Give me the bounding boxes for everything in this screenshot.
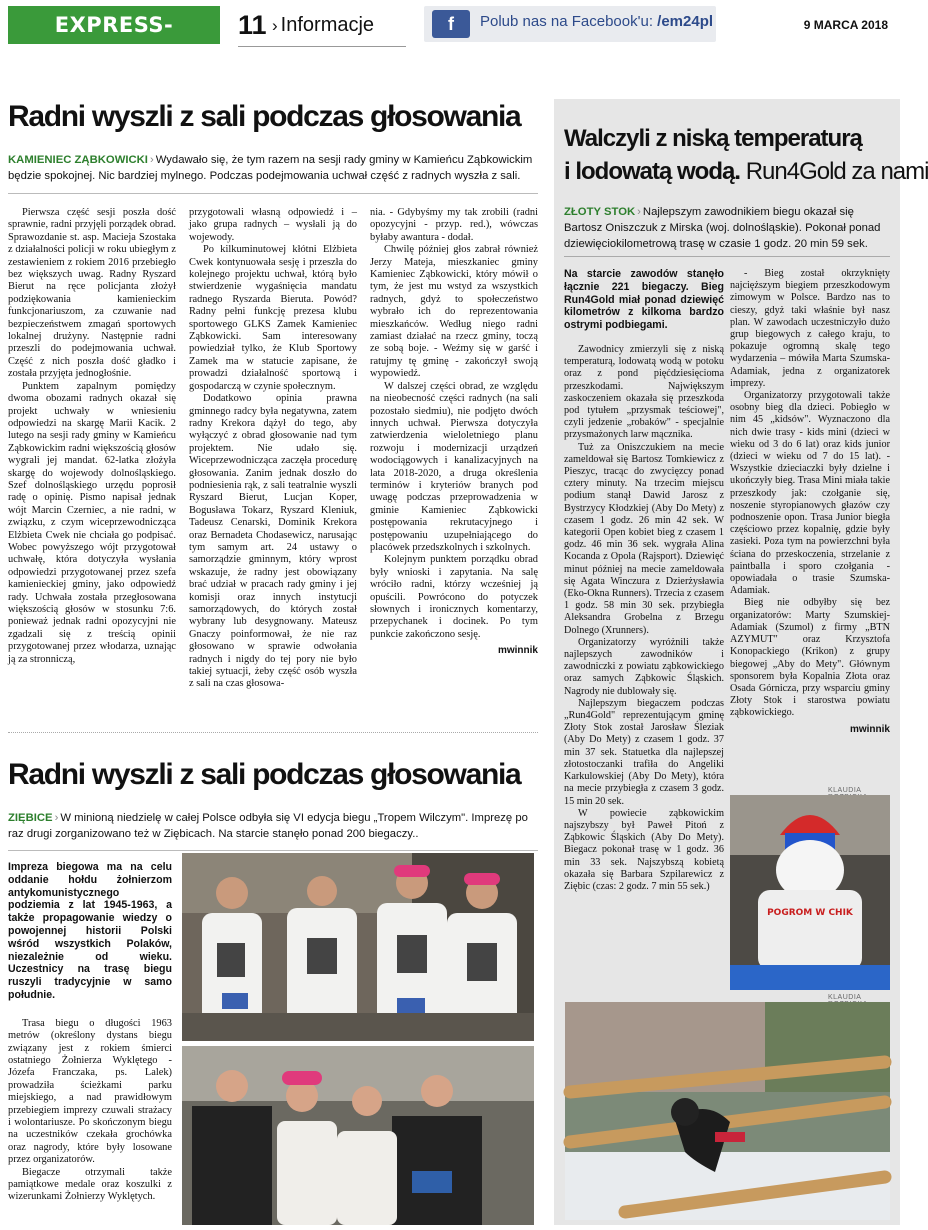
facebook-thumb-icon[interactable]: f xyxy=(432,10,470,38)
chevron-right-icon: › xyxy=(637,206,641,218)
article1-place: KAMIENIEC ZĄBKOWICKI › xyxy=(8,154,154,166)
divider xyxy=(564,256,890,257)
page-number: 11 xyxy=(238,10,267,40)
bold-intro: Impreza biegowa ma na celu oddanie hołdu żołnierzom antykomunistycznego podziemia z lat 1945-1963, a także propagowanie wiedzy o powojennej historii Polski wśród wszystkich Polaków, niezależnie od wieku. Uczestnicy na trasę biegu ruszyli tradycyjnie w samo południe. xyxy=(8,861,172,1001)
article2-title: Radni wyszli z sali podczas głosowania xyxy=(8,758,521,791)
facebook-text[interactable] xyxy=(480,13,713,30)
paragraph: nia. - Gdybyśmy my tak zrobili (radni opozycyjni - przyp. red.), wówczas byłaby awantura - dodał. xyxy=(370,207,538,243)
paragraph: Biegacze otrzymali także pamiątkowe medale oraz koszulki z wizerunkami Żołnierzy Wyklętych. xyxy=(8,1166,172,1203)
article2-lead: ZIĘBICE › W minioną niedzielę w całej Polsce odbyła się VI edycja biegu „Tropem Wilczym". Imprezę po raz drugi zorganizowano też w Ziębicach. Na starcie stanęło ponad 200 biegaczy.. xyxy=(8,812,528,840)
sidebar-lead: ZŁOTY STOK › Najlepszym zawodnikiem biegu okazał się Bartosz Oniszczuk z Mirska (woj. dolnośląskie). Pokonał ponad dziewięciokilometrową trasę w czasie 1 godz. 20 min 59 sek. xyxy=(564,206,881,250)
paragraph: Bieg nie odbyłby się bez organizatorów: Marty Szumskiej-Adamiak (Szumol) z firmy „BTN AZYMUT" oraz Krzysztofa Konopackiego (Krikon) z grupy biegowej „Aby do Mety". Głównym sponsorem była Kopalnia Złota oraz Osada Górnicza, przy wsparciu gminy Złoty Stok i starostwa powiatu ząbkowickiego. xyxy=(730,597,890,719)
paragraph: Kolejnym punktem porządku obrad były wnioski i zapytania. Na salę wróciło radni, którzy wcześniej ją opuścili. Powrócono do potyczek słownych i ironicznych komentarzy, przepychanek i docinek. Po tym punkcie zakończono sesję. xyxy=(370,554,538,640)
sidebar-signature: mwinnik xyxy=(849,723,890,735)
article1-column-3 xyxy=(370,207,538,658)
article1-lead: KAMIENIEC ZĄBKOWICKI › Wydawało się, że tym razem na sesji rady gminy w Kamieńcu Ząbkowickim będzie spokojnej. Nic bardziej mylnego. Podczas podejmowania uchwał część z radnych wyszła z sali. xyxy=(8,154,533,182)
chevron-right-icon: › xyxy=(54,812,59,824)
facebook-handle: /em24pl xyxy=(657,13,714,30)
paragraph: Chwilę później głos zabrał również Jerzy Mateja, mieszkaniec gminy Kamieniec Ząbkowicki, który mówił o tym, że jest mu wstyd za wszystkich radnych, gdyż to społeczeństwo wybrało ich do reprezentowania mieszkańców. Według niego radni zamiast działać na rzecz gminy, toczą ze sobą boje. - Weźmy się w garść i ratujmy tę gminę - zakończył swoją wypowiedź. xyxy=(370,244,538,380)
runners-photo-2 xyxy=(182,1046,534,1225)
facebook-prefix: Polub nas na Facebook'u: xyxy=(480,13,653,30)
paragraph: - Bieg został okrzyknięty najcięższym biegiem przeszkodowym zimowym w Polsce. Bardzo nas to cieszy, gdyż taki właśnie był nasz plan. W zawodach uczestniczyło dużo grup biegowych z całego kraju, to pokazuje ogromną skalę tego wydarzenia – mówiła Marta Szumska-Adamiak, jedna z organizatorek imprezy. xyxy=(730,268,890,389)
sidebar-column-1 xyxy=(564,268,724,893)
article2-column xyxy=(8,861,172,1204)
sidebar-title-rest: Run4Gold za nami xyxy=(745,158,928,185)
runner-costume-photo xyxy=(730,795,890,990)
paragraph: Organizatorzy przygotowali także osobny bieg dla dzieci. Pobiegło w nim 45 „kidsów". Wyznaczono dla nich dwie trasy - kids mini (dzieci w wieku od 3 do 6 lat) oraz kids junior (dzieci w wieku od 7 do 15 lat). - Wszystkie dzieciaczki były dzielne i ukończyły bieg. Trasa Mini miała takie przeszkody jak: czołganie się, noszenie styropianowych głazów czy podnoszenie opon. Trasa Junior biegła częściowo przez kopalnię, gdzie były zasieki. Poza tym na powierzchni była ściana do przeskoczenia, strzelanie z paintballa i sporo czołgania - opowiadała o trasie Szumska-Adamiak. xyxy=(730,390,890,597)
section-label: Informacje xyxy=(280,14,375,36)
chevron-right-icon: › xyxy=(149,154,154,166)
article1-signature: mwinnik xyxy=(497,645,538,657)
paragraph: Punktem zapalnym pomiędzy dwoma obozami radnych okazał się projekt uchwały w wniesieniu odpowiedzi na skargę Marii Kacik. 2 lutego na sesji rady gminy w Kamieńcu Ząbkowickim radni większością głosów wygrali jej mandat. 62-latka złożyła skargę do wojewody dolnośląskiego. Szef dolnośląskiego urzędu poprosił radę o opinię. Pismo napisał jednak wójt Marcin Czerniec, a nie radni, w związku, z czym wiceprzewodnicząca Elżbieta Cwek nie chciała go podpisać. Wobec powyższego wójt przygotował uchwałę, która dotyczyła wysłania odpowiedzi przygotowanej przez szefa kamienieckiej gminy, jako odpowiedź rady. Uchwała została przegłosowana większością głosów w stosunku 7:6. ponieważ jednak radni opozycyjni nie zgadzali się z treścią opinii przygotowanej przez włodarza, uznając ją za stronniczą, xyxy=(8,380,176,665)
photo-credit: KLAUDIA xyxy=(828,787,862,794)
paragraph: Po kilkuminutowej kłótni Elżbieta Cwek kontynuowała sesję i przeszła do kolejnego projektu uchwał, którą było stwierdzenie wygaśnięcia mandatu radnego Ryszarda Bieruta. Powód? Radny pełni funkcję prezesa klubu sportowego GLKS Zamek Kamieniec Ząbkowicki. Sam interesowany powiedział tylko, że Klub Sportowy Zamek ma w statucie zapisane, że prowadzi działalność sportową i gospodarczą w czynie społecznym. xyxy=(189,244,357,392)
paragraph: Trasa biegu o długości 1963 metrów (określony dystans biegu związany jest z rokiem śmierci ostatniego Żołnierza Wyklętego - Józefa Franczaka, ps. Lalek) prowadziła ścieżkami parku miejskiego, a nad prawidłowym przebiegiem imprezy czuwali strażacy i wolontariusze. Po skończonym biegu na uczestników czekała grochówka oraz nagrody, które były losowane przez organizatorów. xyxy=(8,1017,172,1166)
sidebar-title-bold: i lodowatą wodą. xyxy=(564,158,741,185)
shirt-text: POGROM W CHIK xyxy=(767,908,853,918)
paragraph: W dalszej części obrad, ze względu na nieobecność części radnych (na sali pozostało siedmiu), nie podjęto dwóch innych uchwał. Pierwsza dotyczyła zatwierdzenia wieloletniego planu rozwoju i modernizacji urządzeń wodociągowych i kanalizacyjnych na lata 2018-2020, a druga określenia terminów i kryteriów branych pod uwagę podczas przeprowadzenia w gminie Kamieniec Ząbkowicki postępowania rekrutacyjnego i postępowaniu uzupełniającego do placówek przedszkolnych i szkolnych. xyxy=(370,380,538,553)
paragraph: Tuż za Oniszczukiem na mecie zameldował się Bartosz Tomkiewicz z Pieszyc, tracąc do zwycięzcy ponad cztery minuty. Na trzecim miejscu podium stanął Dawid Jarosz z Bystrzycy Kłodzkiej (Aby Do Mety) z czasem 1 godz. 26 min 42 sek. W kategorii Open kobiet bieg z czasem 1 godz. 46 min 36 sek. wygrała Alina Kocanda z Opola (Rajsport). Dziewięć minut później na mecie zameldowała się Agata Winczura z Dzierżysławia (Eko-Okna Runners). Trzecia z czasem 1 godz. 58 min 30 sek. przybiegła Aleksandra Grobelna z Brzegu Dolnego (Xrunners). xyxy=(564,441,724,636)
sidebar-title-line2 xyxy=(564,158,928,186)
runners-group-photo xyxy=(182,853,534,1041)
section-name[interactable] xyxy=(272,14,374,37)
paragraph: Najlepszym biegaczem podczas „Run4Gold" reprezentującym gminę Złoty Stok został Jarosław Śleziak (Aby Do Mety) z czasem 1 godz. 37 min 37 sek. Statuetka dla najlepszej złotostoczanki trafiła do Angeliki Karkulowskiej (Aby Do Mety), która na mecie przybiegła z czasem 3 godz. 15 min 20 sek. xyxy=(564,697,724,807)
divider xyxy=(8,193,538,194)
paragraph: Dodatkowo opinia prawna gminnego radcy była negatywna, zatem radny Krekora dążył do tego, aby wyłączyć z obrad głosowanie nad tym projektem. Nie udało się. Wiceprzewodnicząca zaczęła procedurę głosowania. Zanim jednak doszło do podniesienia rąk, z sali teatralnie wyszli Ryszard Bierut, Lucjan Koper, Bogusława Tokarz, Ryszard Kleniuk, Tadeusz Cenarski, Dominik Krekora oraz Bernadeta Chodasewicz, narusając tym samym art. 24 ustawy o samorządzie gminnym, który wprost wskazuje, że radny jest obowiązany brać udział w pracach rady gminy i jej komisji oraz innych instytucji samorządowych, do których został wybrany lub desygnowany. Mateusz Gnaczy poinformował, że nie raz głosowano w sprawie odwołania radnych i nigdy do tej pory nie było takiej sytuacji, żeby część osób wyszła z sali na czas głosowa- xyxy=(189,393,357,690)
paragraph: przygotowali własną odpowiedź i – jako grupa radnych – wysłali ją do wojewody. xyxy=(189,207,357,243)
paragraph: Zawodnicy zmierzyli się z niską temperaturą, lodowatą wodą w potoku oraz z pond pięćdziesięcioma przeszkodami. Największym zaskoczeniem okazała się przeszkoda pod tytułem „przysmak teściowej", czyli jedzenie „robaków" - specjalnie przysmażonych larw mącznika. xyxy=(564,343,724,441)
sidebar-title-line1: Walczyli z niską temperaturą xyxy=(564,125,862,152)
issue-date: 9 MARCA 2018 xyxy=(803,18,888,32)
divider xyxy=(8,850,538,851)
article2-place: ZIĘBICE › xyxy=(8,812,59,824)
photo-credit: KLAUDIA xyxy=(828,994,862,1001)
sidebar-place: ZŁOTY STOK › xyxy=(564,206,641,218)
paragraph: Pierwsza część sesji poszła dość sprawnie, radni przyjęli porządek obrad. Sprawozdanie st. asp. Macieja Szostaka z działalności policji w roku ubiegłym z zestawieniem z rokiem 2016 przebiegło bez większych uwag. Radny Ryszard Bierut na ręce policjanta złożył podziękowania kamienieckim funkcjonariuszom, za czuwanie nad bezpieczeństwem zmagań sportowych lokalnej drużyny. Następnie radni przeszli do podejmowania uchwał. Część z nich poszła dość gładko i została przyjęta jednogłośnie. xyxy=(8,207,176,380)
bold-intro: Na starcie zawodów stanęło łącznie 221 biegaczy. Bieg Run4Gold miał ponad dziewięć kilometrów z kilkoma bardzo ostrymi podbiegami. xyxy=(564,268,724,332)
article1-column-1 xyxy=(8,207,176,666)
site-logo[interactable]: EXPRESS-MIEJSKI.PL xyxy=(8,6,220,44)
obstacle-photo xyxy=(565,1002,890,1220)
header-underline xyxy=(238,46,406,47)
article1-column-2 xyxy=(189,207,357,691)
article-separator xyxy=(8,732,538,733)
article1-title: Radni wyszli z sali podczas głosowania xyxy=(8,100,521,133)
paragraph: W powiecie ząbkowickim najszybszy był Paweł Pitoń z Ząbkowic Śląskich (Aby Do Mety). Biegacz pokonał trasę w 1 godz. 36 min 33 sek. Najszybszą kobietą okazała się Barbara Szpilarewicz z Ziębic (czas: 2 godz. 7 min 55 sek.) xyxy=(564,807,724,892)
chevron-right-icon: › xyxy=(272,16,278,35)
paragraph: Organizatorzy wyróżnili także najlepszych zawodników i zawodniczki z powiatu ząbkowickiego oraz samych Ząbkowic Śląskich. Nagrody nie dublowały się. xyxy=(564,636,724,697)
sidebar-column-2 xyxy=(730,268,890,736)
